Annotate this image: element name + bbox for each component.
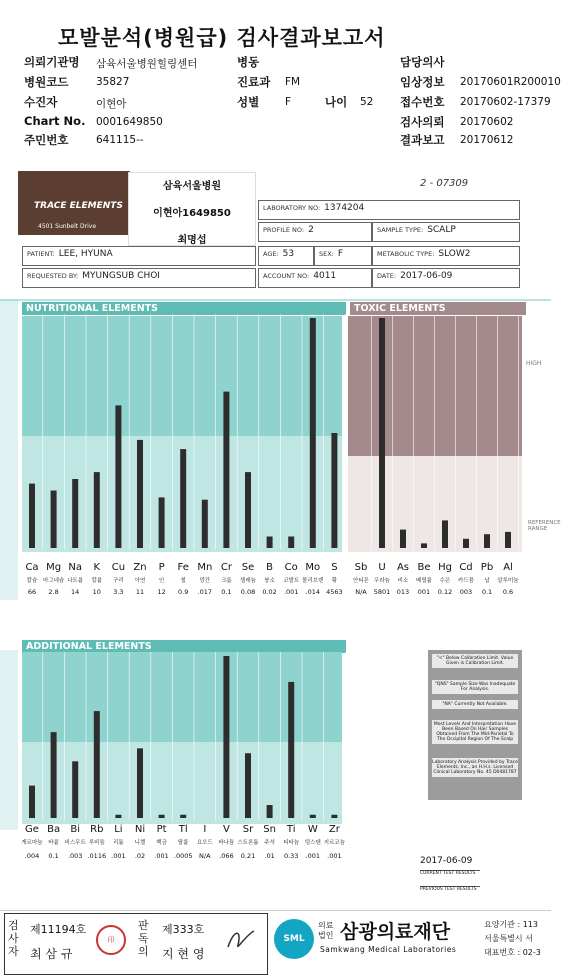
additional-bar-bi	[72, 761, 78, 818]
nutritional-value-s: 4563	[326, 588, 343, 596]
additional-korean-bi: 비스무트	[64, 840, 86, 846]
inspector-name: 최 삼 규	[30, 947, 73, 961]
footer	[0, 910, 551, 978]
additional-korean-ti: 티타늄	[283, 840, 300, 846]
nutritional-symbol-s: S	[331, 562, 338, 573]
toxic-bar-be	[421, 543, 427, 548]
nutritional-korean-cu: 구리	[113, 578, 124, 584]
nutritional-korean-k: 칼륨	[91, 578, 103, 584]
ssn-label: 주민번호	[24, 133, 69, 147]
nutritional-bar-fe	[180, 449, 186, 548]
toxic-korean-be: 베릴륨	[416, 578, 432, 584]
additional-korean-ni: 니켈	[134, 840, 146, 846]
nutritional-symbol-p: P	[158, 562, 165, 573]
inspector-no: 제11194호	[30, 923, 87, 936]
nutritional-bar-p	[159, 497, 165, 548]
nutritional-symbol-mo: Mo	[305, 562, 321, 573]
toxic-header: TOXIC ELEMENTS	[350, 302, 526, 315]
nutritional-value-p: 12	[157, 588, 166, 596]
note-2: "QNS" Sample Size Was Inadequate For Analysis.	[432, 680, 518, 694]
nutritional-korean-cr: 크롬	[221, 578, 232, 584]
toxic-korean-u: 우라늄	[374, 578, 390, 584]
additional-korean-zr: 지르코늄	[323, 840, 346, 846]
previous-results-label: PREVIOUS TEST RESULTS	[420, 886, 480, 892]
toxic-value-cd: 003	[459, 588, 473, 596]
toxic-korean-sb: 안티몬	[353, 578, 369, 584]
contact-1: 요양기관 : 113	[484, 920, 538, 929]
additional-korean-v: 바나듐	[218, 840, 235, 846]
toxic-bar-u	[379, 318, 385, 548]
nutritional-bar-cu	[115, 405, 121, 548]
ssn-value: 641115--	[96, 134, 144, 146]
nutritional-symbol-cr: Cr	[220, 562, 232, 573]
toxic-korean-al: 알루미늄	[497, 578, 519, 584]
additional-symbol-sr: Sr	[242, 824, 254, 835]
toxic-symbol-al: Al	[503, 562, 513, 573]
additional-bar-ti	[288, 682, 294, 818]
sticker-patient: 이현아1649850	[153, 208, 231, 219]
note-5: Laboratory Analysis Provided by Trace Elements, Inc., an H.H.s. Licensed Clinical Laboratory No. 45 D0481787	[432, 760, 518, 775]
org-prefix: 의료법인	[318, 921, 334, 940]
report-value: 20170612	[460, 134, 514, 146]
additional-bar-pt	[159, 815, 165, 818]
nutritional-bar-b	[267, 537, 273, 549]
nutritional-header: NUTRITIONAL ELEMENTS	[22, 302, 346, 315]
additional-korean-w: 텅스텐	[304, 840, 321, 846]
nutritional-value-cu: 3.3	[113, 588, 124, 596]
nutritional-symbol-mn: Mn	[197, 562, 213, 573]
additional-bar-zr	[331, 815, 337, 818]
institution-value: 삼육서울병원힐링센터	[96, 58, 198, 70]
additional-bar-li	[115, 815, 121, 818]
additional-korean-ba: 바륨	[48, 840, 59, 846]
toxic-korean-pb: 납	[484, 578, 490, 584]
nutritional-korean-se: 셀레늄	[240, 578, 256, 584]
nutritional-symbol-na: Na	[68, 562, 82, 573]
toxic-symbol-sb: Sb	[354, 562, 368, 573]
clinical-value: 20170601R200010	[460, 76, 561, 88]
toxic-symbol-u: U	[378, 562, 386, 573]
requested-cell: REQUESTED BY: MYUNGSUB CHOI	[22, 268, 256, 288]
additional-value-w: .001	[305, 852, 321, 860]
metabolic-cell: METABOLIC TYPE: SLOW2	[372, 246, 520, 266]
sex-value: F	[285, 96, 292, 108]
lab-address: 4501 Sunbelt Drive	[38, 223, 97, 230]
additional-bar-w	[310, 815, 316, 818]
additional-bar-rb	[94, 711, 100, 818]
nutritional-korean-s: 황	[331, 578, 338, 584]
toxic-bar-as	[400, 530, 406, 548]
nutritional-symbol-zn: Zn	[133, 562, 147, 573]
additional-korean-tl: 탈륨	[177, 840, 189, 846]
toxic-value-be: 001	[417, 588, 431, 596]
sex-label: 성별	[237, 95, 260, 109]
reference-range-label: REFERENCE RANGE	[528, 520, 561, 532]
nutritional-symbol-co: Co	[284, 562, 298, 573]
additional-korean-i: 요오드	[196, 840, 213, 846]
sml-logo: SML	[274, 919, 314, 959]
request-label: 검사의뢰	[400, 115, 445, 129]
additional-symbol-ge: Ge	[25, 824, 39, 835]
hospital-code-label: 병원코드	[24, 75, 69, 89]
inspector-label: 검사자	[8, 919, 19, 958]
additional-bar-sr	[245, 753, 251, 818]
approver-label: 판독의	[138, 919, 149, 958]
toxic-value-sb: N/A	[355, 588, 367, 596]
hospital-code-value: 35827	[96, 76, 130, 88]
request-value: 20170602	[460, 116, 514, 128]
nutritional-value-na: 14	[71, 588, 80, 596]
additional-value-pt: .001	[154, 852, 169, 860]
toxic-value-hg: 0.12	[437, 588, 453, 596]
contact-2: 서울특별시 서	[484, 934, 533, 943]
current-results-label: CURRENT TEST RESULTS	[420, 870, 480, 876]
handwritten-note: 2 - 07309	[420, 178, 469, 189]
age-cell: AGE: 53	[258, 246, 314, 266]
additional-bar-ge	[29, 786, 35, 818]
patient-cell: PATIENT: LEE, HYUNA	[22, 246, 256, 266]
chart-label: Chart No.	[24, 114, 86, 128]
additional-bar-tl	[180, 815, 186, 818]
institution-label: 의뢰기관명	[24, 55, 80, 69]
additional-symbol-rb: Rb	[90, 824, 104, 835]
additional-value-tl: .0005	[173, 852, 193, 860]
ward-label: 병동	[237, 55, 260, 69]
nutritional-korean-ca: 칼슘	[26, 578, 38, 584]
receipt-value: 20170602-17379	[460, 96, 551, 108]
toxic-bar-pb	[484, 534, 490, 548]
nutritional-value-fe: 0.9	[178, 588, 189, 596]
toxic-symbol-hg: Hg	[438, 562, 452, 573]
additional-korean-ge: 게르마늄	[21, 840, 43, 846]
note-4: Most Levels And Interpretation Have Been Based On Hair Samples Obtained From The Mid-Parietal To The Occipital Region Of The Scalp	[433, 722, 517, 742]
approver-name: 지 현 영	[162, 947, 205, 961]
age-value: 52	[360, 96, 374, 108]
nutritional-korean-zn: 아연	[134, 578, 146, 584]
toxic-value-u: 5801	[373, 588, 391, 596]
nutritional-korean-mg: 마그네슘	[42, 578, 65, 584]
toxic-korean-cd: 카드뮴	[458, 578, 474, 584]
additional-value-ba: 0.1	[48, 852, 59, 860]
nutritional-symbol-cu: Cu	[111, 562, 126, 573]
additional-symbol-ba: Ba	[47, 824, 61, 835]
toxic-symbol-as: As	[396, 562, 410, 573]
nutritional-symbol-b: B	[266, 562, 274, 573]
nutritional-symbol-se: Se	[241, 562, 255, 573]
nutritional-korean-p: 인	[158, 578, 165, 584]
additional-chart	[0, 650, 420, 830]
nutritional-value-zn: 11	[135, 588, 145, 596]
nutritional-value-mo: .014	[305, 588, 321, 596]
approver-no: 제333호	[162, 923, 205, 936]
toxic-high-zone	[348, 316, 522, 456]
additional-value-rb: .0116	[87, 852, 107, 860]
notes-box	[428, 650, 522, 800]
nutritional-value-cr: 0.1	[221, 588, 232, 596]
additional-symbol-tl: Tl	[178, 824, 188, 835]
report-label: 결과보고	[400, 133, 445, 147]
nutritional-symbol-mg: Mg	[46, 562, 62, 573]
toxic-symbol-cd: Cd	[459, 562, 473, 573]
toxic-korean-as: 비소	[397, 578, 409, 584]
nutritional-bar-s	[331, 433, 337, 548]
patient-value: 이현아	[96, 98, 127, 110]
bottom-date: 2017-06-09	[420, 856, 473, 866]
nutritional-bar-mo	[310, 318, 316, 548]
toxic-symbol-pb: Pb	[480, 562, 494, 573]
sticker-doctor: 최명섭	[177, 235, 207, 246]
dept-label: 진료과	[237, 75, 271, 89]
additional-bar-ba	[51, 732, 57, 818]
additional-value-ni: .02	[134, 852, 146, 860]
nutritional-value-co: .001	[283, 588, 299, 596]
toxic-value-pb: 0.1	[481, 588, 493, 596]
additional-korean-sn: 주석	[264, 840, 275, 846]
high-side-label: HIGH	[526, 360, 542, 367]
nutritional-value-mn: .017	[197, 588, 213, 596]
nutritional-bar-cr	[223, 392, 229, 548]
nutritional-value-se: 0.08	[240, 588, 256, 596]
lab-logo	[18, 171, 130, 235]
toxic-bar-al	[505, 532, 511, 548]
additional-symbol-ti: Ti	[286, 824, 296, 835]
nutritional-bar-se	[245, 472, 251, 548]
toxic-bar-hg	[442, 520, 448, 548]
additional-bar-ni	[137, 748, 143, 818]
org-english: Samkwang Medical Laboratories	[320, 945, 457, 954]
nutritional-symbol-fe: Fe	[177, 562, 189, 573]
additional-bar-sn	[267, 805, 273, 818]
signature-icon	[224, 925, 260, 955]
left-margin-stripe	[0, 300, 18, 600]
additional-value-bi: .003	[67, 852, 83, 860]
nutritional-bar-k	[94, 472, 100, 548]
additional-symbol-bi: Bi	[70, 824, 80, 835]
additional-value-sn: .01	[264, 852, 275, 860]
nutritional-korean-na: 나트륨	[67, 578, 84, 584]
nutritional-korean-co: 코발트	[283, 578, 300, 584]
additional-value-ge: .004	[24, 852, 40, 860]
note-3: "NA" Currently Not Available.	[432, 700, 518, 709]
additional-korean-pt: 백금	[156, 840, 167, 846]
toxic-value-as: 013	[396, 588, 410, 596]
left-margin-stripe-2	[0, 650, 18, 830]
lab-no-cell: LABORATORY NO: 1374204	[258, 200, 520, 220]
additional-value-i: N/A	[199, 852, 211, 860]
additional-symbol-i: I	[203, 824, 207, 835]
nutritional-korean-mo: 몰리브덴	[302, 578, 324, 584]
age-label: 나이	[325, 95, 348, 109]
nutritional-high-zone	[22, 316, 342, 436]
chart-value: 0001649850	[96, 116, 163, 128]
nutritional-bar-mg	[51, 491, 57, 549]
nutritional-korean-b: 붕소	[264, 578, 275, 584]
toxic-korean-hg: 수은	[439, 578, 451, 584]
page-title: 모발분석(병원급) 검사결과보고서	[58, 26, 386, 50]
additional-value-zr: .001	[327, 852, 342, 860]
nutritional-bar-na	[72, 479, 78, 548]
note-1: "<" Below Calibration Limit. Value Given is Calibration Limit.	[432, 654, 518, 668]
additional-symbol-ni: Ni	[134, 824, 146, 835]
additional-bar-v	[223, 656, 229, 818]
toxic-symbol-be: Be	[417, 562, 431, 573]
nutritional-bar-ca	[29, 484, 35, 548]
additional-value-li: .001	[111, 852, 126, 860]
nutritional-korean-mn: 망간	[199, 578, 211, 584]
toxic-bar-cd	[463, 539, 469, 548]
additional-symbol-pt: Pt	[156, 824, 167, 835]
nutritional-bar-mn	[202, 500, 208, 548]
nutritional-bar-co	[288, 537, 294, 549]
additional-korean-sr: 스트론튬	[237, 840, 259, 846]
contact-3: 대표번호 : 02-3	[484, 948, 541, 957]
nutritional-symbol-ca: Ca	[25, 562, 39, 573]
additional-header: ADDITIONAL ELEMENTS	[22, 640, 346, 653]
nutritional-value-b: 0.02	[262, 588, 277, 596]
additional-korean-rb: 루비듐	[88, 840, 105, 846]
additional-symbol-w: W	[307, 824, 318, 835]
date-cell: DATE: 2017-06-09	[372, 268, 520, 288]
org-name: 삼광의료재단	[340, 921, 451, 943]
profile-cell: PROFILE NO: 2	[258, 222, 372, 242]
additional-symbol-zr: Zr	[328, 824, 340, 835]
sample-cell: SAMPLE TYPE: SCALP	[372, 222, 520, 242]
additional-value-sr: 0.21	[240, 852, 256, 860]
lab-logo-text: TRACE ELEMENTS	[34, 201, 123, 211]
nutritional-symbol-k: K	[93, 562, 101, 573]
seal-stamp: 印	[96, 925, 126, 955]
nutritional-bar-zn	[137, 440, 143, 548]
doctor-label: 담당의사	[400, 55, 445, 69]
receipt-label: 접수번호	[400, 95, 445, 109]
nutritional-value-mg: 2.8	[48, 588, 59, 596]
sex-cell: SEX: F	[314, 246, 372, 266]
nutritional-value-k: 10	[92, 588, 101, 596]
additional-value-ti: 0.33	[283, 852, 299, 860]
toxic-value-al: 0.6	[502, 588, 514, 596]
additional-value-v: .066	[219, 852, 234, 860]
additional-korean-li: 리튬	[113, 840, 124, 846]
additional-symbol-v: V	[222, 824, 230, 835]
clinical-label: 임상정보	[400, 75, 445, 89]
nutritional-korean-fe: 철	[180, 578, 186, 584]
patient-label: 수진자	[24, 95, 58, 109]
dept-value: FM	[285, 76, 301, 88]
sticker-hospital: 삼육서울병원	[163, 181, 221, 192]
nutritional-value-ca: 66	[27, 588, 37, 596]
additional-symbol-sn: Sn	[263, 824, 276, 835]
additional-symbol-li: Li	[114, 824, 123, 835]
account-cell: ACCOUNT NO: 4011	[258, 268, 372, 288]
patient-sticker	[128, 172, 256, 246]
